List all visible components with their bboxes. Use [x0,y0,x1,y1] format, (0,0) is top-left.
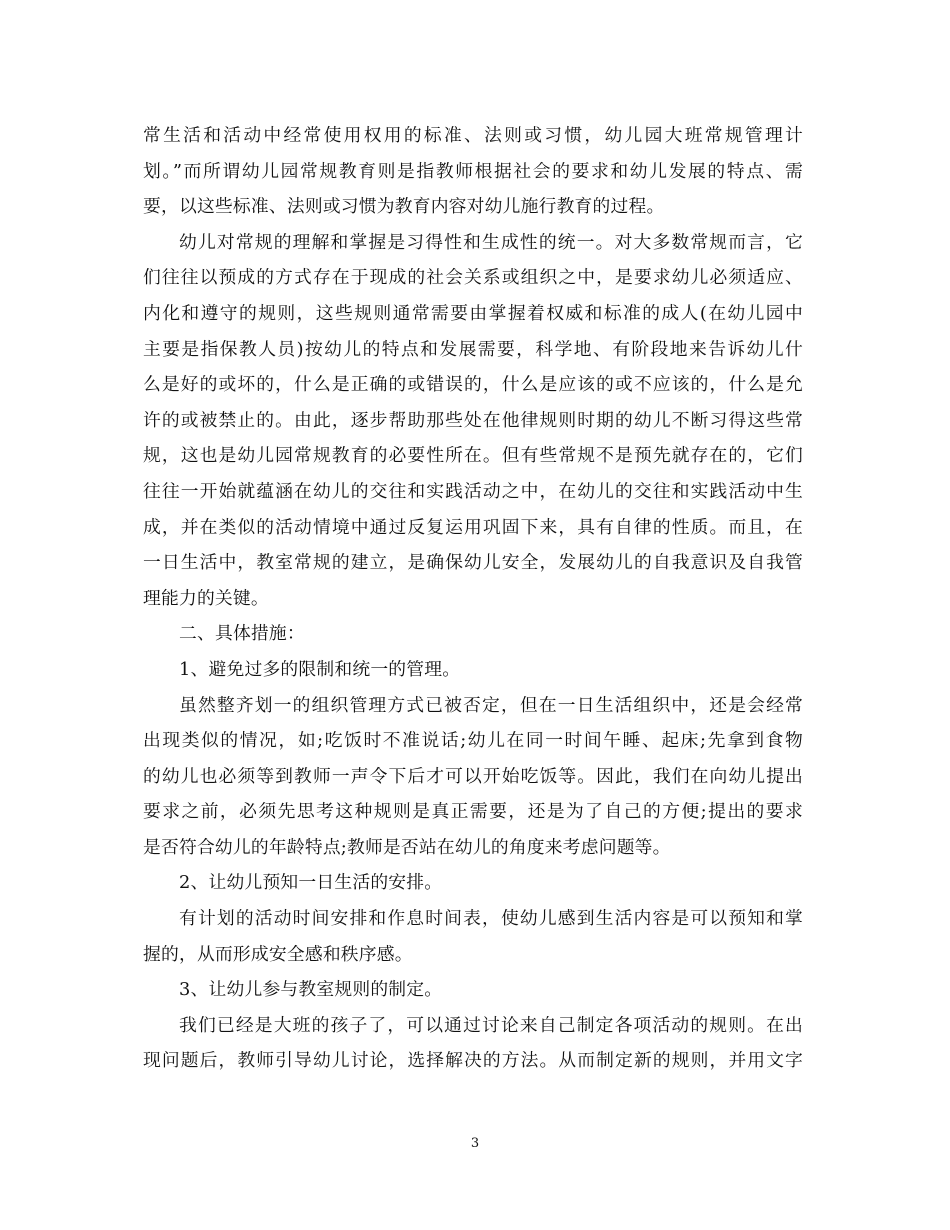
text-line: 是否符合幼儿的年龄特点;教师是否站在幼儿的角度来考虑问题等。 [143,836,671,858]
text-line: 要，以这些标准、法则或习惯为教育内容对幼儿施行教育的过程。 [143,196,665,218]
text-line: 划。”而所谓幼儿园常规教育则是指教师根据社会的要求和幼儿发展的特点、需 [143,160,803,182]
text-line: 我们已经是大班的孩子了，可以通过讨论来自己制定各项活动的规则。在出 [179,1014,803,1036]
text-line: 幼儿对常规的理解和掌握是习得性和生成性的统一。对大多数常规而言，它 [179,231,803,253]
page-number: 3 [470,1136,480,1151]
text-line: 许的或被禁止的。由此，逐步帮助那些处在他律规则时期的幼儿不断习得这些常 [143,409,803,431]
text-line: 么是好的或坏的，什么是正确的或错误的，什么是应该的或不应该的，什么是允 [143,374,803,396]
text-line: 握的，从而形成安全感和秩序感。 [143,943,413,965]
text-line: 成，并在类似的活动情境中通过反复运用巩固下来，具有自律的性质。而且，在 [143,516,803,538]
text-line: 1、避免过多的限制和统一的管理。 [179,658,461,680]
text-line: 一日生活中，教室常规的建立，是确保幼儿安全，发展幼儿的自我意识及自我管 [143,552,803,574]
text-line: 出现类似的情况，如;吃饭时不准说话;幼儿在同一时间午睡、起床;先拿到食物 [143,730,803,752]
text-line: 规，这也是幼儿园常规教育的必要性所在。但有些常规不是预先就存在的，它们 [143,445,803,467]
text-line: 们往往以预成的方式存在于现成的社会关系或组织之中，是要求幼儿必须适应、 [143,267,803,289]
text-line: 有计划的活动时间安排和作息时间表，使幼儿感到生活内容是可以预知和掌 [179,908,803,930]
body-text [143,118,803,1079]
text-line: 2、让幼儿预知一日生活的安排。 [179,872,443,894]
text-line: 的幼儿也必须等到教师一声令下后才可以开始吃饭等。因此，我们在向幼儿提出 [143,765,803,787]
text-line: 理能力的关键。 [143,587,269,609]
text-line: 虽然整齐划一的组织管理方式已被否定，但在一日生活组织中，还是会经常 [179,694,803,716]
text-line: 3、让幼儿参与教室规则的制定。 [179,979,443,1001]
text-line: 现问题后，教师引导幼儿讨论，选择解决的方法。从而制定新的规则，并用文字 [143,1050,803,1072]
text-line: 主要是指保教人员)按幼儿的特点和发展需要，科学地、有阶段地来告诉幼儿什 [143,338,803,360]
text-line: 常生活和活动中经常使用权用的标准、法则或习惯，幼儿园大班常规管理计 [143,125,803,146]
text-line: 二、具体措施： [179,623,305,645]
text-line: 要求之前，必须先思考这种规则是真正需要，还是为了自己的方便;提出的要求 [143,801,803,823]
text-line: 往往一开始就蕴涵在幼儿的交往和实践活动之中，在幼儿的交往和实践活动中生 [143,480,803,502]
text-line: 内化和遵守的规则，这些规则通常需要由掌握着权威和标准的成人(在幼儿园中 [143,302,803,324]
